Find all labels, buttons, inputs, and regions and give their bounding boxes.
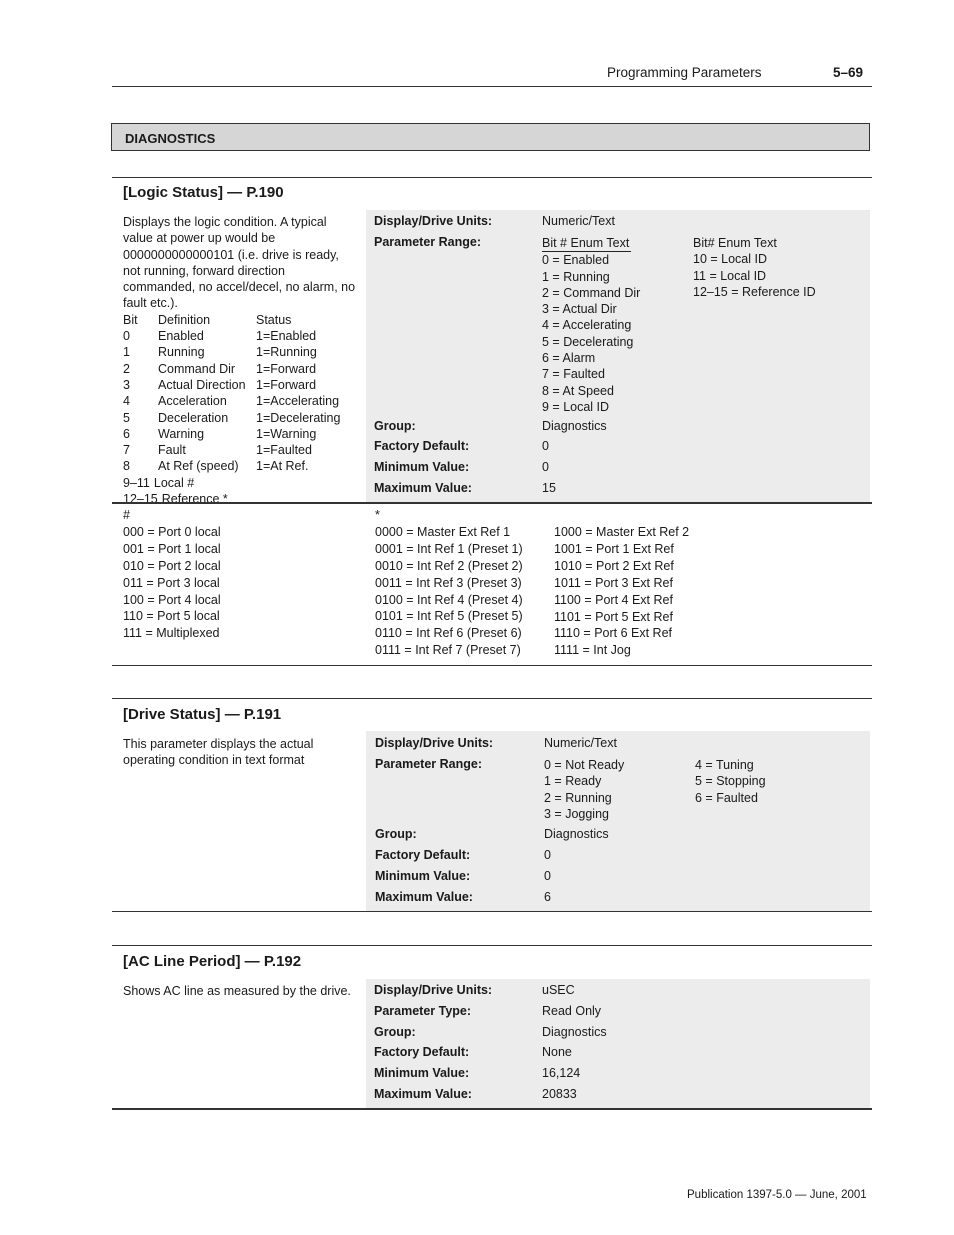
- bit-row-reference: 12–15 Reference *: [123, 492, 228, 507]
- reference-code-item: 1001 = Port 1 Ext Ref: [554, 541, 674, 556]
- maximum-value-label: Maximum Value:: [374, 481, 472, 495]
- enum-item: 0 = Enabled: [542, 253, 610, 268]
- logic-status-bottom-rule: [112, 665, 872, 666]
- group-value: Diagnostics: [542, 419, 607, 433]
- bit-row: 5 Deceleration 1=Decelerating: [123, 410, 341, 425]
- drive-display-units-value: Numeric/Text: [544, 736, 617, 750]
- logic-status-description-block: [123, 214, 358, 507]
- enum-item: 6 = Alarm: [542, 351, 596, 366]
- drive-range-item: 4 = Tuning: [695, 758, 754, 772]
- bit-row: 2 Command Dir 1=Forward: [123, 361, 317, 376]
- enum-header-1: Bit # Enum Text: [542, 235, 631, 252]
- header-rule: [112, 86, 872, 87]
- page-number: 5–69: [833, 65, 864, 80]
- bit-table-header: Bit Definition Status: [123, 312, 292, 327]
- reference-code-item: 0111 = Int Ref 7 (Preset 7): [375, 643, 521, 658]
- reference-code-item: 0011 = Int Ref 3 (Preset 3): [375, 575, 522, 590]
- reference-code-item: 1111 = Int Jog: [554, 643, 631, 658]
- logic-status-title: [Logic Status] — P.190: [123, 184, 284, 201]
- drive-status-title: [Drive Status] — P.191: [123, 706, 282, 723]
- reference-code-item: 1000 = Master Ext Ref 2: [554, 525, 690, 539]
- reference-code-item: 1010 = Port 2 Ext Ref: [554, 558, 674, 573]
- ac-display-units-value: uSEC: [542, 983, 575, 997]
- drive-range-item: 1 = Ready: [544, 774, 602, 789]
- ac-maximum-value-label: Maximum Value:: [374, 1087, 472, 1101]
- enum-list-1: [542, 235, 640, 415]
- ac-maximum-value: 20833: [542, 1087, 577, 1101]
- local-code-item: 111 = Multiplexed: [123, 626, 220, 641]
- logic-status-top-rule: [112, 177, 872, 178]
- enum-item: 11 = Local ID: [693, 268, 767, 283]
- reference-code-item: 0001 = Int Ref 1 (Preset 1): [375, 541, 523, 556]
- drive-status-top-rule: [112, 698, 872, 699]
- ac-factory-default-label: Factory Default:: [374, 1045, 470, 1059]
- ac-parameter-type-label: Parameter Type:: [374, 1004, 472, 1018]
- bit-row: 7 Fault 1=Faulted: [123, 443, 312, 458]
- bit-row-local: 9–11 Local #: [123, 475, 195, 490]
- enum-item: 7 = Faulted: [542, 367, 605, 382]
- ac-line-title: [AC Line Period] — P.192: [123, 953, 302, 970]
- logic-status-description: Displays the logic condition. A typical value at power up would be 0000000000000101 (i.e. drive is ready, not running, forward direction commanded, no accel/decel, no alarm, no fault etc.).: [123, 215, 356, 311]
- reference-codes-list-b: [554, 524, 689, 659]
- running-header-title: Programming Parameters: [607, 65, 762, 80]
- drive-display-units-label: Display/Drive Units:: [375, 736, 494, 750]
- reference-code-item: 0100 = Int Ref 4 (Preset 4): [375, 592, 523, 607]
- logic-status-mid-rule: [112, 502, 872, 504]
- drive-range-item: 5 = Stopping: [695, 774, 766, 789]
- ac-minimum-value-label: Minimum Value:: [374, 1066, 470, 1080]
- enum-item: 9 = Local ID: [542, 399, 610, 414]
- bit-row: 4 Acceleration 1=Accelerating: [123, 394, 340, 409]
- drive-group-value: Diagnostics: [544, 827, 609, 841]
- local-codes-header: #: [123, 508, 130, 522]
- bit-row: 6 Warning 1=Warning: [123, 426, 317, 441]
- publication-footer: Publication 1397-5.0 — June, 2001: [687, 1189, 867, 1201]
- factory-default-value: 0: [542, 439, 549, 453]
- local-code-item: 010 = Port 2 local: [123, 558, 221, 573]
- minimum-value: 0: [542, 460, 549, 474]
- drive-group-label: Group:: [375, 827, 417, 841]
- enum-header-2: Bit# Enum Text: [693, 236, 777, 250]
- drive-range-item: 3 = Jogging: [544, 806, 609, 821]
- bit-row: 0 Enabled 1=Enabled: [123, 329, 317, 344]
- local-code-item: 011 = Port 3 local: [123, 575, 220, 590]
- factory-default-label: Factory Default:: [374, 439, 470, 453]
- enum-item: 3 = Actual Dir: [542, 302, 617, 317]
- reference-code-item: 1101 = Port 5 Ext Ref: [554, 609, 673, 624]
- minimum-value-label: Minimum Value:: [374, 460, 470, 474]
- ac-factory-default-value: None: [542, 1045, 572, 1059]
- section-bar-label: DIAGNOSTICS: [125, 131, 216, 146]
- reference-code-item: 0101 = Int Ref 5 (Preset 5): [375, 609, 523, 624]
- local-code-item: 000 = Port 0 local: [123, 524, 221, 539]
- reference-code-item: 0110 = Int Ref 6 (Preset 6): [375, 626, 522, 641]
- enum-item: 12–15 = Reference ID: [693, 284, 816, 299]
- drive-range-item: 2 = Running: [544, 790, 612, 805]
- reference-code-item: 1100 = Port 4 Ext Ref: [554, 592, 673, 607]
- enum-list-2: [693, 235, 816, 300]
- parameter-range-label: Parameter Range:: [374, 235, 481, 249]
- enum-item: 4 = Accelerating: [542, 318, 632, 333]
- ac-group-label: Group:: [374, 1025, 416, 1039]
- drive-minimum-value-label: Minimum Value:: [375, 869, 471, 883]
- drive-factory-default-label: Factory Default:: [375, 848, 471, 862]
- enum-item: 5 = Decelerating: [542, 334, 634, 349]
- drive-status-description: This parameter displays the actual operating condition in text format: [123, 737, 314, 768]
- ac-line-description: Shows AC line as measured by the drive.: [123, 984, 351, 998]
- bit-row: 3 Actual Direction 1=Forward: [123, 377, 317, 392]
- drive-range-item: 0 = Not Ready: [544, 758, 625, 772]
- drive-factory-default-value: 0: [544, 848, 551, 862]
- local-codes-list: [123, 507, 221, 642]
- drive-range-list-1: [544, 757, 624, 822]
- drive-maximum-value-label: Maximum Value:: [375, 890, 473, 904]
- drive-status-bottom-rule: [112, 911, 872, 912]
- enum-item: 1 = Running: [542, 269, 610, 284]
- ac-line-bottom-rule: [112, 1108, 872, 1110]
- drive-maximum-value: 6: [544, 890, 551, 904]
- reference-code-item: 0010 = Int Ref 2 (Preset 2): [375, 558, 523, 573]
- ac-line-top-rule: [112, 945, 872, 946]
- enum-item: 2 = Command Dir: [542, 285, 641, 300]
- reference-code-item: 1011 = Port 3 Ext Ref: [554, 575, 673, 590]
- group-label: Group:: [374, 419, 416, 433]
- drive-range-item: 6 = Faulted: [695, 790, 758, 805]
- display-units-value: Numeric/Text: [542, 214, 615, 228]
- reference-codes-header: *: [375, 508, 380, 522]
- local-code-item: 110 = Port 5 local: [123, 609, 220, 624]
- display-units-label: Display/Drive Units:: [374, 214, 493, 228]
- reference-code-item: 1110 = Port 6 Ext Ref: [554, 626, 673, 641]
- enum-item: 10 = Local ID: [693, 252, 768, 267]
- drive-range-list-2: [695, 757, 766, 806]
- bit-row: 8 At Ref (speed) 1=At Ref.: [123, 459, 309, 474]
- ac-parameter-type-value: Read Only: [542, 1004, 602, 1018]
- section-bar: [111, 123, 870, 151]
- ac-group-value: Diagnostics: [542, 1025, 607, 1039]
- maximum-value: 15: [542, 481, 556, 495]
- reference-code-item: 0000 = Master Ext Ref 1: [375, 524, 511, 539]
- ac-display-units-label: Display/Drive Units:: [374, 983, 493, 997]
- local-code-item: 001 = Port 1 local: [123, 541, 221, 556]
- enum-item: 8 = At Speed: [542, 383, 614, 398]
- reference-codes-list-a: [375, 507, 523, 659]
- drive-minimum-value: 0: [544, 869, 551, 883]
- bit-row: 1 Running 1=Running: [123, 345, 317, 360]
- local-code-item: 100 = Port 4 local: [123, 592, 221, 607]
- ac-minimum-value: 16,124: [542, 1066, 581, 1080]
- drive-parameter-range-label: Parameter Range:: [375, 757, 482, 771]
